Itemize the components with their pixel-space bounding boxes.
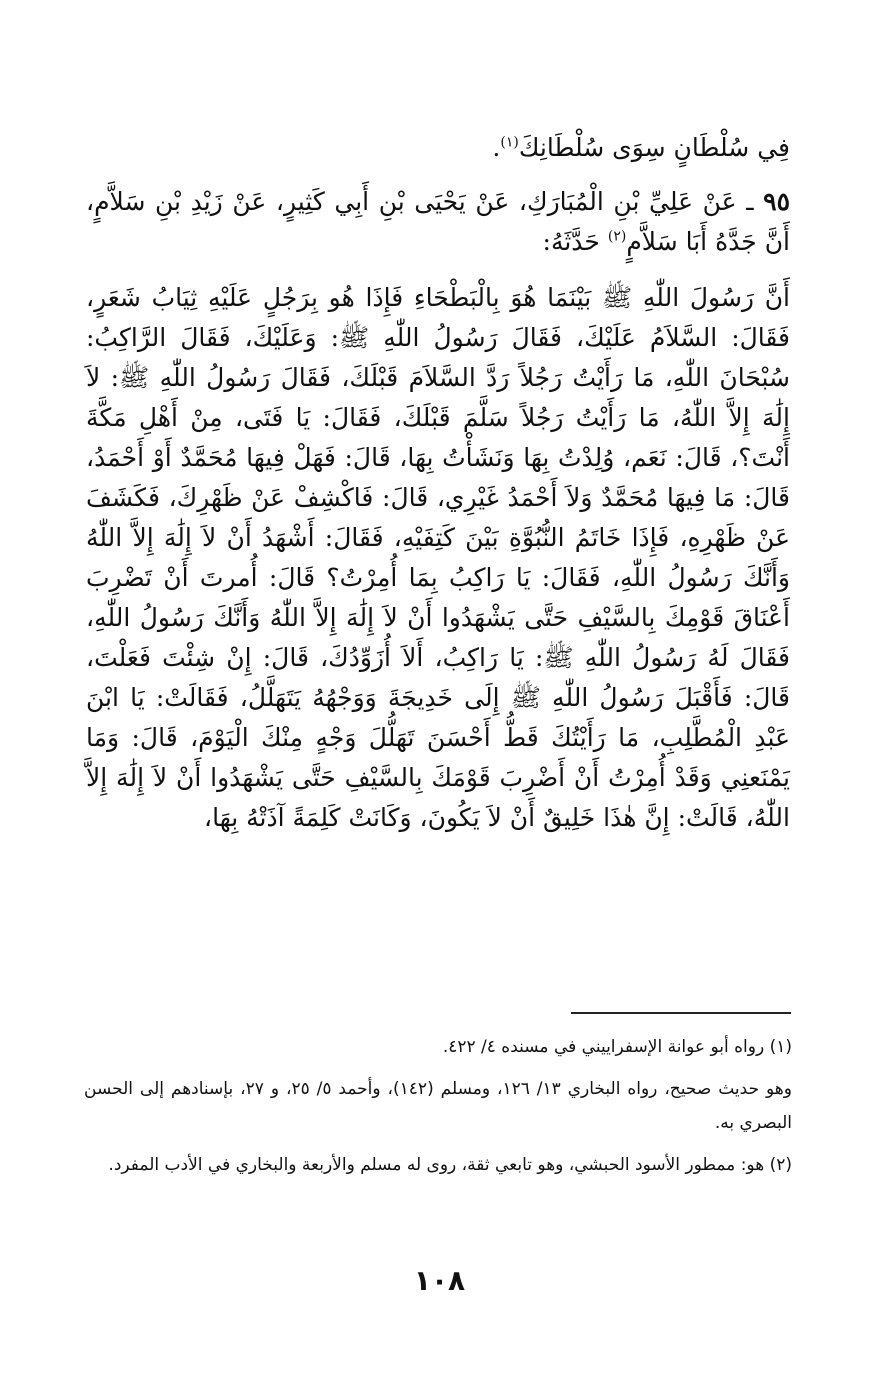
footnotes [84,1030,792,1190]
hadith-isnad [86,182,790,262]
isnad-text-1: عَنْ عَلِيِّ بْنِ الْمُبَارَكِ، عَنْ يَحْيَى بْنِ أَبِي كَثِيرٍ، عَنْ زَيْدِ بْنِ سَلاَّمٍ، أَنَّ جَدَّهُ أَبَا سَلاَّمٍ [86,187,790,256]
main-text [86,128,790,838]
continuation-line [86,128,790,168]
footnote-text: وهو حديث صحيح، رواه البخاري ١٣/ ١٢٦، ومسلم (١٤٢)، وأحمد ٥/ ٢٥، و ٢٧، بإسنادهم إلى الحسن البصري به. [84,1079,792,1133]
footnote-1-continued [84,1072,792,1140]
isnad-text-2: حَدَّثَهُ: [542,227,600,256]
footnote-1 [84,1030,792,1064]
hadith-matn: أَنَّ رَسُولَ اللّٰهِ ﷺ بَيْنَمَا هُوَ بِالْبَطْحَاءِ فَإِذَا هُو بِرَجُلٍ عَلَيْهِ ثِيَابُ شَعَرٍ، فَقَالَ: السَّلاَمُ عَلَيْكَ، فَقَالَ رَسُولُ اللّٰهِ ﷺ: وَعَلَيْكَ، فَقَالَ الرَّاكِبُ: سُبْحَانَ اللّٰهِ، مَا رَأَيْتُ رَجُلاً رَدَّ السَّلاَمَ قَبْلَكَ، فَقَالَ رَسُولُ اللّٰهِ ﷺ: لاَ إِلَٰهَ إِلاَّ اللّٰهُ، مَا رَأَيْتُ رَجُلاً سَلَّمَ قَبْلَكَ، فَقَالَ: يَا فَتَى، مِنْ أَهْلِ مَكَّةَ أَنْتَ؟، قَالَ: نَعَم، وُلِدْتُ بِهَا وَنَشَأْتُ بِهَا، قَالَ: فَهَلْ فِيهَا مُحَمَّدٌ أَوْ أَحْمَدُ، قَالَ: مَا فِيهَا مُحَمَّدٌ وَلاَ أَحْمَدُ غَيْرِي، قَالَ: فَاكْشِفْ عَنْ ظَهْرِكَ، فَكَشَفَ عَنْ ظَهْرِهِ، فَإِذَا خَاتَمُ النُّبُوَّةِ بَيْنَ كَتِفَيْهِ، فَقَالَ: أَشْهَدُ أَنْ لاَ إِلَٰهَ إِلاَّ اللّٰهُ وَأَنَّكَ رَسُولُ اللّٰهِ، فَقَالَ: يَا رَاكِبُ بِمَا أُمِرْتُ؟ قَالَ: أُمرتَ أَنْ تَضْرِبَ أَعْنَاقَ قَوْمِكَ بِالسَّيْفِ حَتَّى يَشْهَدُوا أَنْ لاَ إِلَٰهَ إِلاَّ اللّٰهُ وَأَنَّكَ رَسُولُ اللّٰهِ، فَقَالَ لَهُ رَسُولُ اللّٰهِ ﷺ: يَا رَاكِبُ، أَلاَ أُزَوِّدُكَ، قَالَ: إِنْ شِئْتَ فَعَلْتَ، قَالَ: فَأَقْبَلَ رَسُولُ اللّٰهِ ﷺ إِلَى خَدِيجَةَ وَوَجْهُهُ يَتَهَلَّلُ، فَقَالَتْ: يَا ابْنَ عَبْدِ الْمُطَّلِبِ، مَا رَأَيْتُكَ قَطُّ أَحْسَنَ تَهَلُّلَ وَجْهٍ مِنْكَ الْيَوْمَ، قَالَ: وَمَا يَمْنَعنِي وَقَدْ أُمِرْتُ أَنْ أَضْرِبَ قَوْمَكَ بِالسَّيْفِ حَتَّى يَشْهَدُوا أَنْ لاَ إِلَٰهَ إِلاَّ اللّٰهُ، قَالَتْ: إِنَّ هٰذَا خَلِيقٌ أَنْ لاَ يَكُونَ، وَكَانَتْ كَلِمَةً آذَتْهُ بِهَا، [86,283,790,832]
footnote-marker: (١) [769,1037,792,1057]
footnote-text: رواه أبو عوانة الإسفراييني في مسنده ٤/ ٤٢٢. [442,1037,765,1057]
footnote-separator [571,1012,791,1014]
footnote-marker: (٢) [769,1155,792,1175]
continuation-end: . [492,133,501,162]
footnote-2 [84,1148,792,1182]
page-number: ١٠٨ [413,1264,466,1297]
footnote-ref-2: (٢) [607,228,627,245]
continuation-text: فِي سُلْطَانٍ سِوَى سُلْطَانِكَ [518,133,790,162]
footnote-text: هو: ممطور الأسود الحبشي، وهو تابعي ثقة، روى له مسلم والأربعة والبخاري في الأدب المفرد. [108,1155,765,1175]
hadith-dash: ـ [746,187,754,216]
hadith-number: ٩٥ [763,187,791,216]
footnote-ref-1: (١) [500,134,519,151]
